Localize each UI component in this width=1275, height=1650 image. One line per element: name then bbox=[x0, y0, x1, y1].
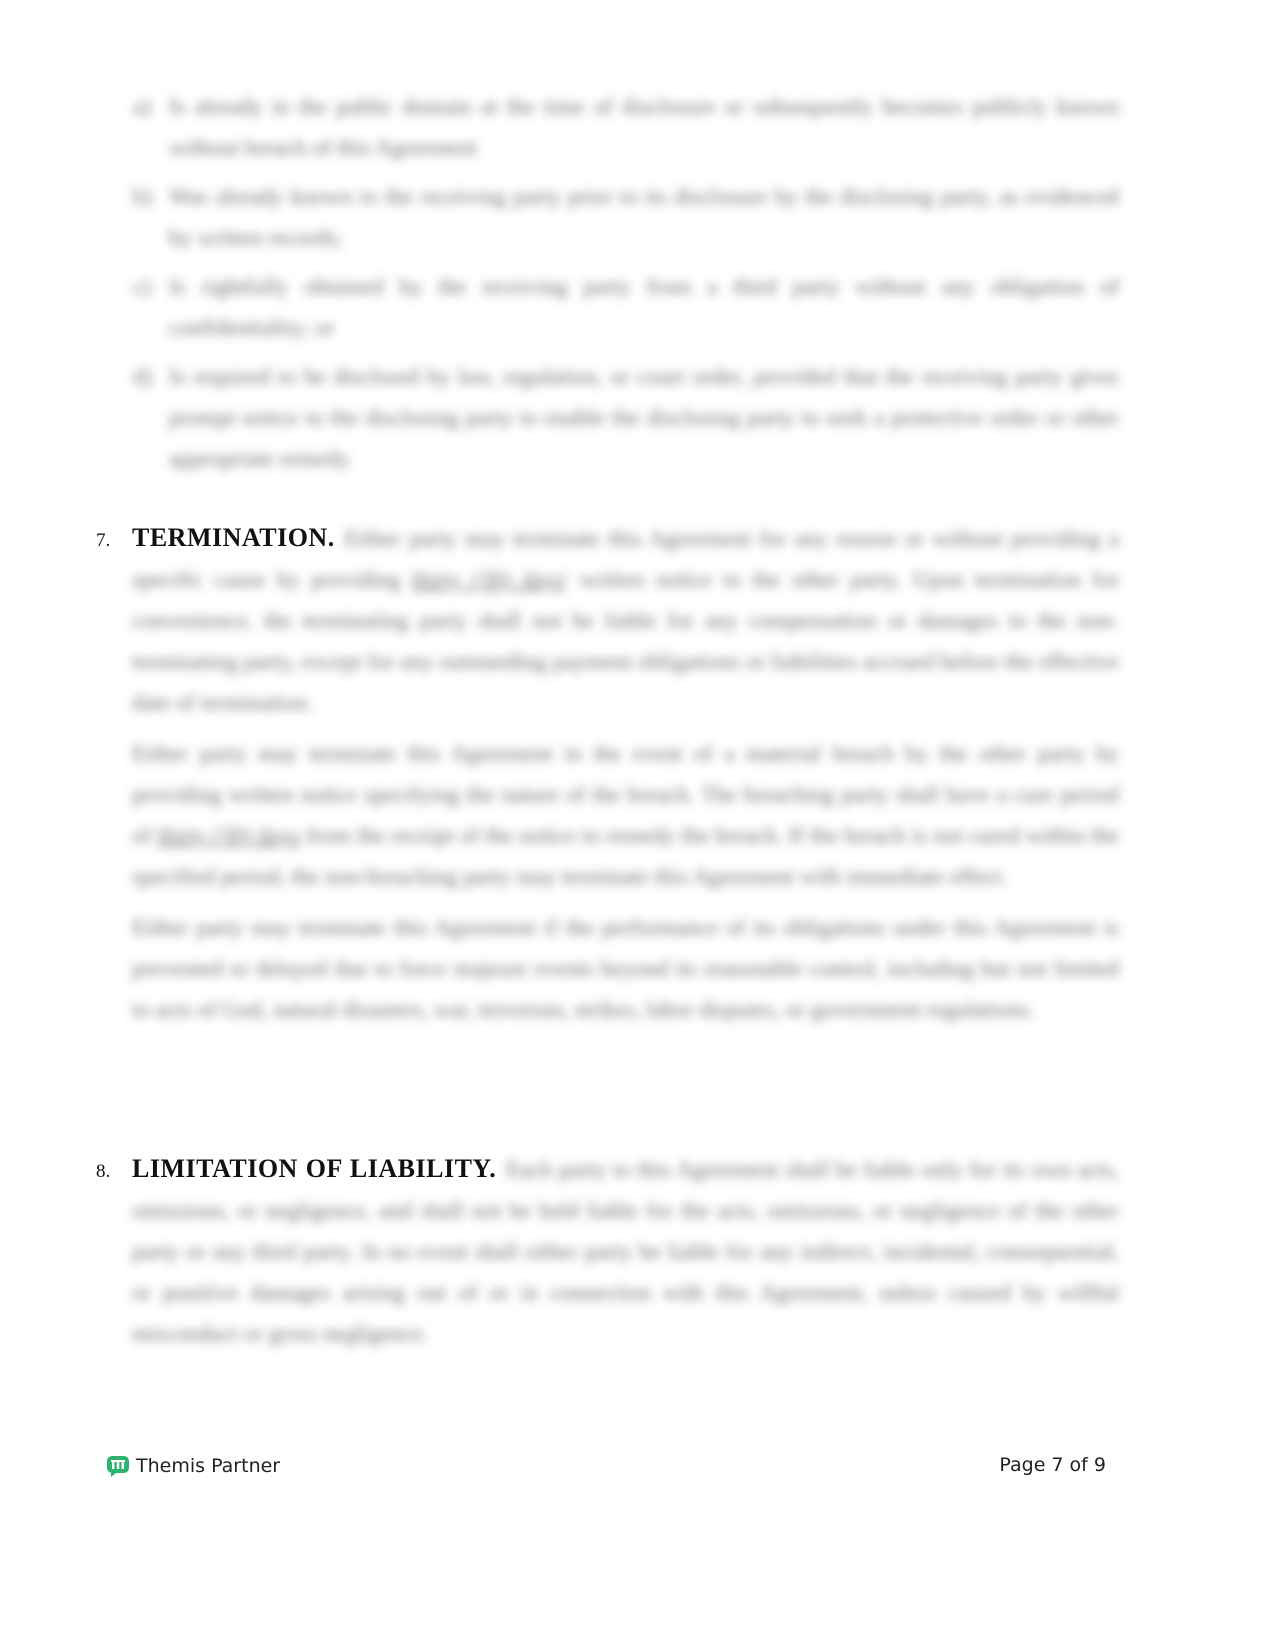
list-item bbox=[133, 266, 1119, 348]
section-title: LIMITATION OF LIABILITY. bbox=[132, 1154, 497, 1183]
list-item bbox=[133, 176, 1119, 258]
termination-paragraph-3: Either party may terminate this Agreement if the performance of its obligations under this Agreement is prevented or delayed due to force majeure events beyond its reasonable control, including but not limited to acts of God, natural disasters, war, terrorism, strikes, labor disputes, or government regulations. bbox=[132, 915, 1119, 1022]
page-footer bbox=[106, 1454, 1106, 1484]
exclusions-list bbox=[133, 86, 1119, 487]
section-title: TERMINATION. bbox=[132, 523, 335, 552]
list-marker: a) bbox=[133, 94, 151, 119]
section-limitation-of-liability bbox=[96, 1148, 1119, 1354]
section-termination bbox=[96, 517, 1119, 1030]
termination-paragraph-2 bbox=[132, 733, 1119, 897]
themis-logo-icon bbox=[106, 1454, 130, 1478]
brand-name: Themis Partner bbox=[136, 1455, 281, 1477]
section-first-paragraph bbox=[132, 1148, 1119, 1354]
list-marker: c) bbox=[133, 274, 151, 299]
list-item bbox=[133, 356, 1119, 479]
underlined-term: thirty (30) days bbox=[157, 823, 300, 848]
paragraph-segment: Either party may terminate this Agreement in the event of a material breach by the other party by providing written notice specifying the nature of the breach. The breaching party shall have a cure period of bbox=[132, 741, 1119, 848]
paragraph-segment: ' written notice to the other party. Upon termination for convenience, the terminating party shall not be liable for any compensation or damages to the non-terminating party, except for any outstanding payment obligations or liabilities accrued before the effective date of termination. bbox=[132, 567, 1119, 715]
list-marker: d) bbox=[133, 364, 153, 389]
list-item-text: Is already in the public domain at the time of disclosure or subsequently becomes publicly known without breach of this Agreement bbox=[169, 94, 1119, 160]
list-marker: b) bbox=[133, 184, 153, 209]
underlined-term: thirty (30) days bbox=[411, 567, 565, 592]
page-number: Page 7 of 9 bbox=[999, 1454, 1106, 1476]
list-item-text: Was already known to the receiving party prior to its disclosure by the disclosing party, as evidenced by written records; bbox=[169, 184, 1119, 250]
section-first-paragraph bbox=[132, 517, 1119, 723]
paragraph-text: Each party to this Agreement shall be liable only for its own acts, omissions, or negligence, and shall not be held liable for the acts, omissions, or negligence of the other party or any third party. In no event shall either party be liable for any indirect, incidental, consequential, or punitive damages arising out of or in connection with this Agreement, unless caused by willful misconduct or gross negligence. bbox=[132, 1157, 1119, 1346]
brand bbox=[106, 1454, 280, 1478]
section-number: 7. bbox=[96, 530, 111, 551]
list-item-text: Is rightfully obtained by the receiving party from a third party without any obligation of confidentiality; or bbox=[169, 274, 1119, 340]
paragraph-segment: Either party may terminate this Agreement for any reason or without providing a specific cause by providing bbox=[132, 526, 1119, 592]
paragraph-segment: from the receipt of the notice to remedy the breach. If the breach is not cured within the specified period, the non-breaching party may terminate this Agreement with immediate effect. bbox=[132, 823, 1119, 889]
list-item-text: Is required to be disclosed by law, regulation, or court order, provided that the receiving party gives prompt notice to the disclosing party to enable the disclosing party to seek a protective order or other appropriate remedy. bbox=[169, 364, 1119, 471]
section-heading bbox=[96, 517, 1119, 723]
section-number: 8. bbox=[96, 1161, 111, 1182]
paragraph-text bbox=[132, 526, 1119, 715]
list-item bbox=[133, 86, 1119, 168]
section-heading bbox=[96, 1148, 1119, 1354]
